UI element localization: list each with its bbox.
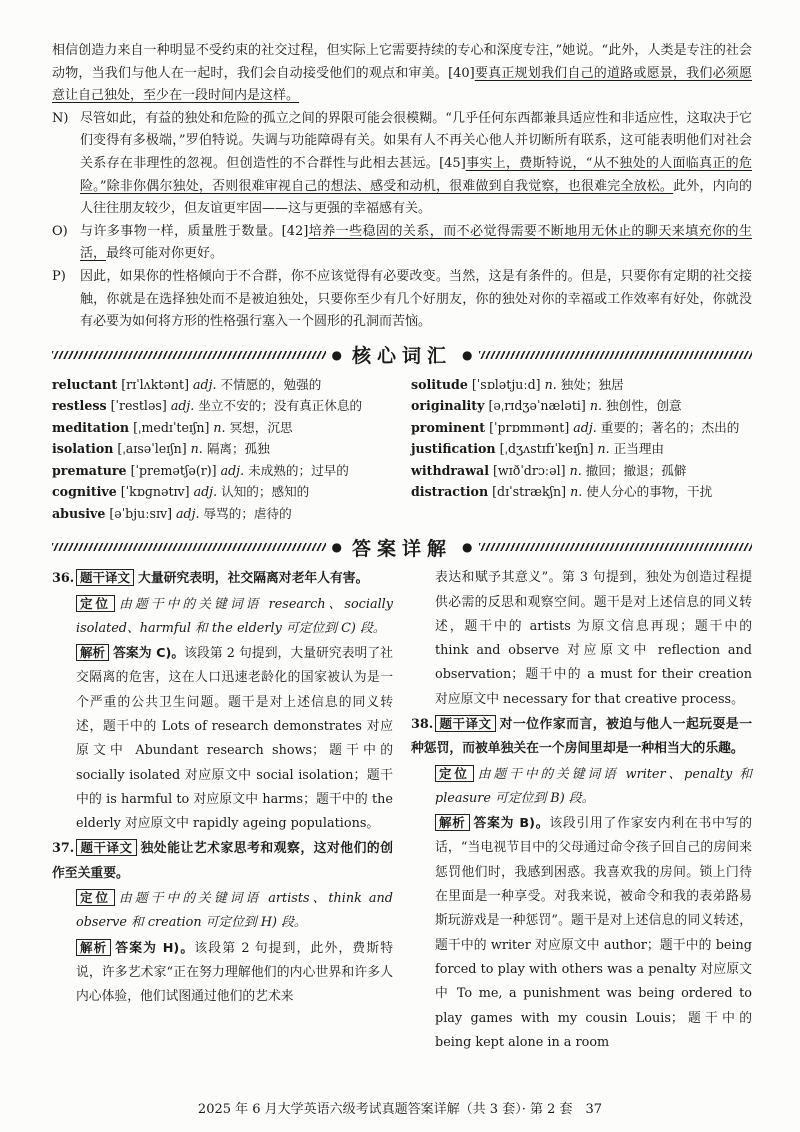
question-37: 37. 题干译文 独处能让艺术家思考和观察，这对他们的创作至关重要。	[52, 840, 393, 881]
vocab-definition: 不情愿的，勉强的	[220, 376, 322, 392]
vocab-entry	[411, 460, 752, 482]
paragraph-p: P) 因此，如果你的性格倾向于不合群，你不应该觉得有必要改变。当然，这是有条件的。但是，只要你有定期的社交接触，你就是在选择独处而不是被迫独处，只要你至少有几个好朋友，你的独处对你的幸福或工作效率有好处，你就没有必要为如何将方形的性格强行塞入一个圆形的孔洞而苦恼。	[52, 268, 752, 330]
vocab-ipa: [ˈrestləs]	[110, 398, 167, 414]
page-footer: 2025 年 6 月大学英语六级考试真题答案详解（共 3 套）· 第 2 套 37	[197, 1102, 603, 1117]
vocab-entry	[52, 481, 393, 503]
vocab-word: abusive	[52, 505, 106, 521]
answers-left-column	[52, 566, 393, 1055]
vocab-pos: n.	[589, 398, 602, 414]
vocab-entry	[52, 395, 393, 417]
vocab-entry	[411, 374, 752, 396]
vocab-column-right	[393, 374, 752, 525]
analysis-38: 解析 答案为 B)。该段引用了作家安内利在书中写的话，“当电视节目中的父母通过命令孩子回自己的房间来惩罚他们时，我感到困惑。我喜欢我的房间。锁上门待在里面是一种享受。对我来说，被命令和我的表弟路易斯玩游戏是一种惩罚”。题干是对上述信息的同义转述，题干中的 writer 对应原文中 author；题干中的 being forced to play with others was a penalty 对应原文中 To me, a punishment was being ordered to play games with my cousin Louis；题干中的 being kept alone in a room	[435, 815, 752, 1050]
label-analysis: 解析	[76, 939, 111, 956]
vocab-definition: 冥想，沉思	[229, 419, 293, 435]
vocab-entry	[52, 438, 393, 460]
vocab-pos: n.	[570, 484, 583, 500]
divider-hatch	[52, 543, 326, 551]
analysis-36: 解析 答案为 C)。该段第 2 句提到，大量研究表明了社交隔离的危害，这在人口迅速老龄化的国家被认为是一个严重的公共卫生问题。题干是对上述信息的同义转述，题干中的 Lots of research demonstrates 对应原文中 Abundant research shows；题干中的 socially isolated 对应原文中 social isolation；题干中的 is harmful to 对应原文中 harms；题干中的 the elderly 对应原文中 rapidly ageing populations。	[76, 645, 393, 832]
vocab-entry	[52, 417, 393, 439]
analysis-37: 解析 答案为 H)。该段第 2 句提到，此外，费斯特说，许多艺术家“正在努力理解他们的内心世界和许多人内心体验，他们试图通过他们的艺术来	[76, 939, 393, 1005]
vocab-pos: adj.	[220, 462, 245, 478]
divider-hatch	[479, 543, 753, 551]
vocab-entry	[411, 438, 752, 460]
label-translation: 题干译文	[76, 839, 137, 856]
section-title-answers: 答案详解	[352, 537, 453, 560]
vocab-entry	[52, 374, 393, 396]
vocab-word: cognitive	[52, 484, 117, 500]
section-title-vocab: 核心词汇	[352, 345, 453, 368]
vocab-definition: 正当理由	[613, 441, 665, 457]
label-locate: 定位	[76, 595, 115, 612]
vocab-entry	[411, 395, 752, 417]
vocab-ipa: [wɪðˈdrɔːəl]	[493, 462, 566, 478]
vocab-definition: 隔离；孤独	[206, 441, 270, 457]
vocab-word: withdrawal	[411, 462, 489, 478]
vocab-entry	[52, 460, 393, 482]
vocab-word: premature	[52, 462, 127, 478]
vocab-ipa: [rɪˈlʌktənt]	[121, 376, 190, 392]
vocab-definition: 重要的；著名的；杰出的	[600, 419, 740, 435]
vocab-banner: ● 核心词汇 ●	[52, 340, 752, 370]
vocab-word: distraction	[411, 484, 489, 500]
vocab-entry	[52, 503, 393, 525]
vocab-ipa: [əˌrɪdʒəˈnæləti]	[488, 398, 586, 414]
passage-continuation: 相信创造力来自一种明显不受约束的社交过程，但实际上它需要持续的专心和深度专注，”她说。“此外，人类是专注的社会动物，当我们与他人在一起时，我们会自动接受他们的观点和审美。[40]要真正规划我们自己的道路或愿景，我们必须愿意让自己独处，至少在一段时间内是这样。	[52, 43, 752, 104]
vocab-word: prominent	[411, 419, 486, 435]
vocab-entry	[411, 417, 752, 439]
vocab-pos: adj.	[573, 419, 597, 435]
label-translation: 题干译文	[435, 715, 496, 732]
divider-hatch	[479, 351, 753, 359]
vocab-word: isolation	[52, 441, 114, 457]
page-content	[52, 40, 752, 1055]
vocab-ipa: [ˌaɪsəˈleɪʃn]	[117, 441, 187, 457]
locate-38: 定位 由题干中的关键词语 writer、penalty 和 pleasure 可定位到 B) 段。	[435, 765, 752, 806]
vocab-column-left	[52, 374, 393, 525]
vocab-ipa: [dɪˈstrækʃn]	[492, 484, 567, 500]
vocab-pos: n.	[544, 376, 557, 392]
vocab-definition: 独处；独居	[560, 376, 624, 392]
vocab-pos: adj.	[176, 505, 200, 521]
label-translation: 题干译文	[76, 569, 134, 586]
vocab-ipa: [ˈprɒmɪnənt]	[489, 419, 570, 435]
vocab-definition: 使人分心的事物，干扰	[586, 484, 713, 500]
vocab-ipa: [ˈpremətʃə(r)]	[130, 462, 217, 478]
answers-banner: ● 答案详解 ●	[52, 532, 752, 562]
locate-37: 定位 由题干中的关键词语 artists、think and observe 和 creation 可定位到 H) 段。	[76, 890, 393, 931]
vocab-ipa: [əˈbjuːsɪv]	[109, 505, 173, 521]
label-locate: 定位	[435, 765, 474, 782]
vocab-ipa: [ˌmedɪˈteɪʃn]	[133, 419, 210, 435]
vocab-definition: 未成熟的；过早的	[248, 462, 349, 478]
answers-right-column	[411, 566, 752, 1055]
vocab-definition: 撤回；撤退；孤僻	[585, 462, 687, 478]
vocab-pos: n.	[569, 462, 582, 478]
analysis-37-continued: 表达和赋予其意义”。第 3 句提到，独处为创造过程提供必需的反思和观察空间。题干是对上述信息的同义转述，题干中的 artists 为原文信息再现；题干中的 think and observe 对应原文中 reflection and observation；题干中的 a must for their creation 对应原文中 necessary for that creative process。	[435, 570, 752, 707]
question-36: 36. 题干译文 大量研究表明，社交隔离对老年人有害。	[52, 570, 369, 587]
question-38: 38. 题干译文 对一位作家而言，被迫与他人一起玩耍是一种惩罚，而被单独关在一个房间里却是一种相当大的乐趣。	[411, 716, 752, 757]
locate-36: 定位 由题干中的关键词语 research、socially isolated、harmful 和 the elderly 可定位到 C) 段。	[76, 595, 393, 636]
vocab-pos: n.	[213, 419, 226, 435]
vocab-definition: 坐立不安的；没有真正休息的	[198, 398, 363, 414]
paragraph-n: N) 尽管如此，有益的独处和危险的孤立之间的界限可能会很模糊。“几乎任何东西都兼具适应性和非适应性，这取决于它们变得有多极端，”罗伯特说。失调与功能障碍有关。如果有人不再关心他人并切断所有联系，这可能表明他们对社会关系存在非理性的忽视。但创造性的不合群性与此相去甚远。[45]事实上，费斯特说，“从不独处的人面临真正的危险。”除非你偶尔独处，否则很难审视自己的想法、感受和动机，很难做到自我觉察，也很难完全放松。此外，内向的人往往朋友较少，但友谊更牢固——这与更强的幸福感有关。	[52, 110, 752, 217]
vocab-word: originality	[411, 398, 485, 414]
vocab-pos: adj.	[170, 398, 195, 414]
vocab-pos: n.	[597, 441, 610, 457]
answers-columns	[52, 566, 752, 1055]
label-locate: 定位	[76, 889, 115, 906]
vocab-pos: adj.	[193, 484, 218, 500]
vocab-word: restless	[52, 398, 107, 414]
vocab-word: justification	[411, 441, 496, 457]
vocab-word: meditation	[52, 419, 130, 435]
vocab-pos: adj.	[193, 376, 217, 392]
vocab-ipa: [ˈsɒlətjuːd]	[471, 376, 541, 392]
vocab-definition: 独创性，创意	[606, 398, 682, 414]
label-analysis: 解析	[435, 814, 470, 831]
label-analysis: 解析	[76, 644, 109, 661]
vocab-word: solitude	[411, 376, 468, 392]
vocab-pos: n.	[190, 441, 203, 457]
vocab-list	[52, 374, 752, 525]
paragraph-o: O) 与许多事物一样，质量胜于数量。[42]培养一些稳固的关系，而不必觉得需要不断地用无休止的聊天来填充你的生活，最终可能对你更好。	[52, 223, 752, 262]
vocab-definition: 辱骂的；虐待的	[203, 505, 292, 521]
vocab-entry	[411, 481, 752, 503]
vocab-word: reluctant	[52, 376, 118, 392]
vocab-definition: 认知的；感知的	[221, 484, 310, 500]
vocab-ipa: [ˈkɒɡnətɪv]	[120, 484, 190, 500]
vocab-ipa: [ˌdʒʌstɪfɪˈkeɪʃn]	[499, 441, 594, 457]
divider-hatch	[52, 351, 326, 359]
